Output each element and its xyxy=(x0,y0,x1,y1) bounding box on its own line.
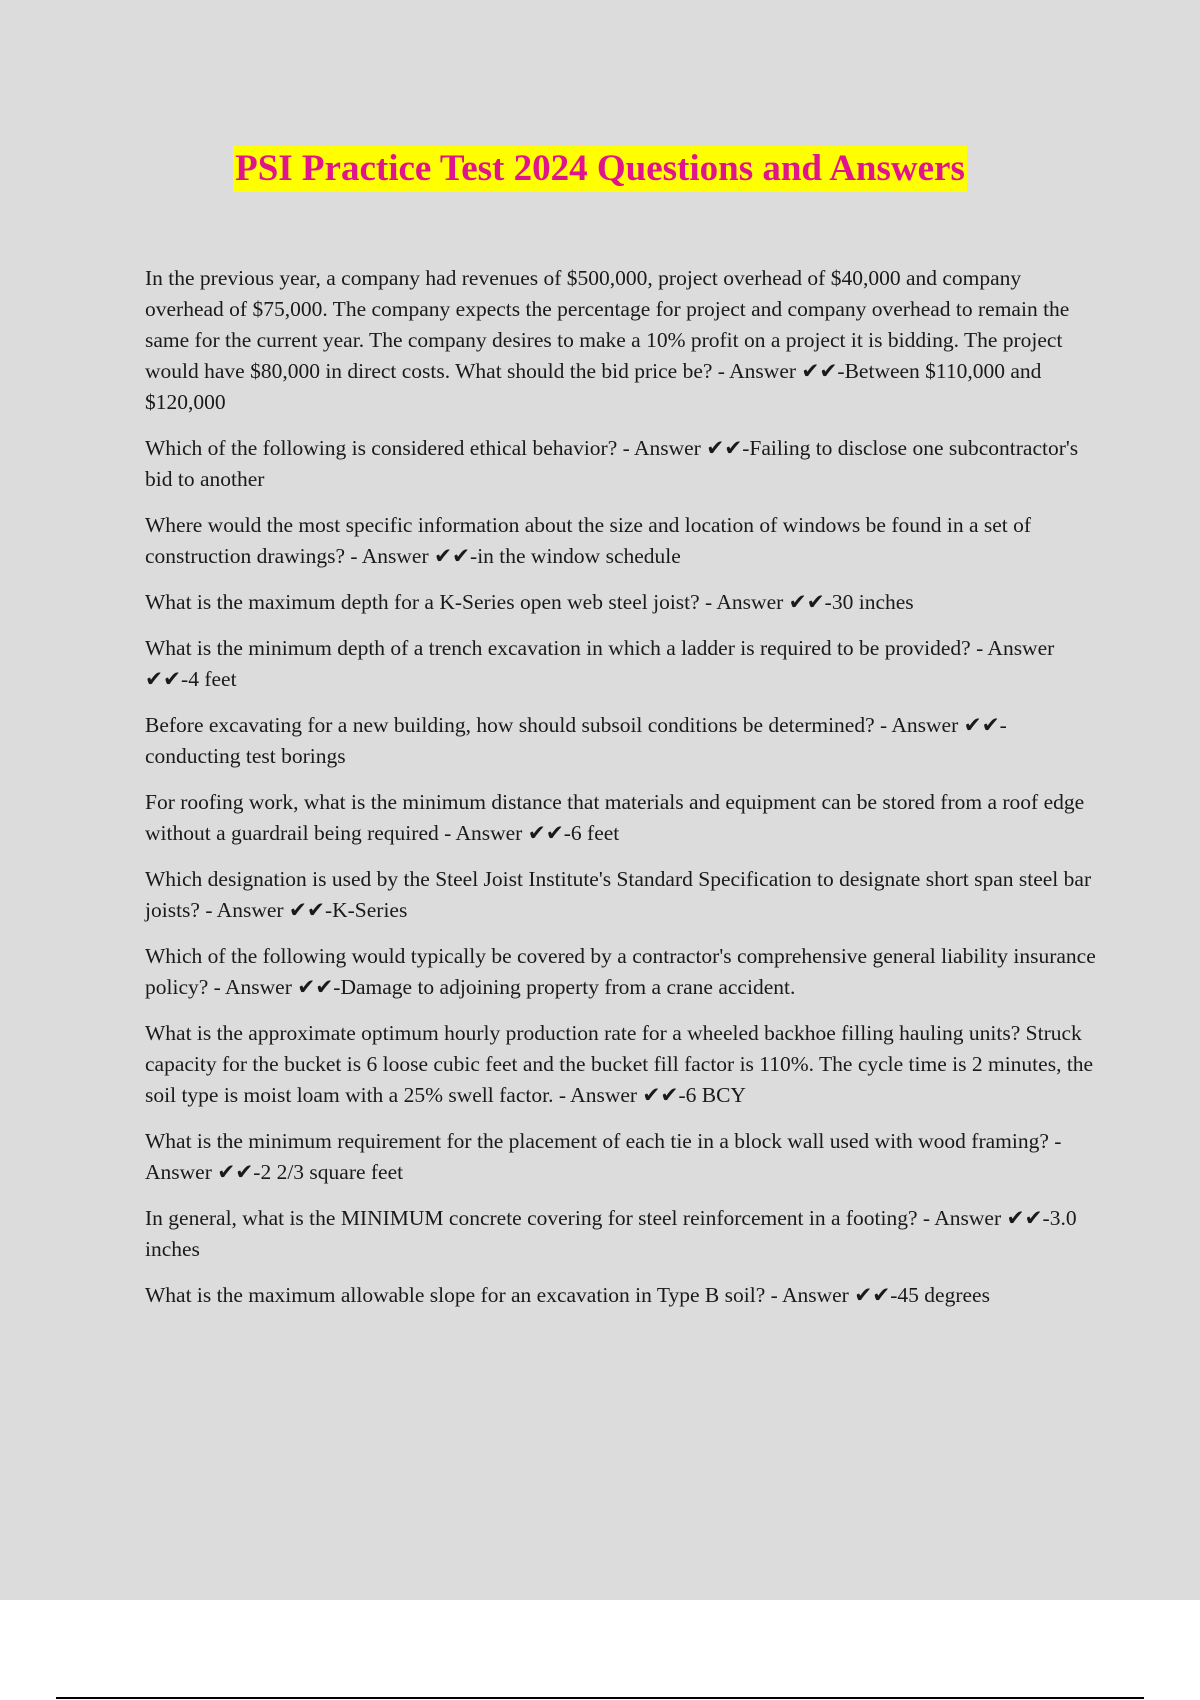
qa-item xyxy=(145,864,1100,926)
question-text: Which of the following is considered ethical behavior? - Answer ✔✔- xyxy=(145,436,750,460)
answer-text: 6 feet xyxy=(570,821,620,845)
question-text: What is the maximum allowable slope for an excavation in Type B soil? - Answer ✔✔- xyxy=(145,1283,898,1307)
qa-list xyxy=(145,263,1100,1326)
answer-text: K-Series xyxy=(332,898,408,922)
page-title: PSI Practice Test 2024 Questions and Answers xyxy=(233,146,967,192)
question-text: Where would the most specific information about the size and location of windows be found in a set of construction drawings? - Answer ✔✔- xyxy=(145,513,1032,568)
answer-text: Failing to disclose one subcontractor's bid to another xyxy=(145,436,1079,491)
qa-item xyxy=(145,1126,1100,1188)
qa-item xyxy=(145,941,1100,1003)
question-text: What is the approximate optimum hourly production rate for a wheeled backhoe filling hauling units? Struck capacity for the bucket is 6 loose cubic feet and the bucket fill factor is 110%. The cycle time is 2 minutes, the soil type is moist loam with a 25% swell factor. - Answer ✔✔- xyxy=(145,1021,1094,1107)
qa-item xyxy=(145,433,1100,495)
qa-item xyxy=(145,263,1100,418)
answer-text: in the window schedule xyxy=(477,544,681,568)
question-text: In the previous year, a company had revenues of $500,000, project overhead of $40,000 and company overhead of $75,000. The company expects the percentage for project and company overhead to remain the same for the current year. The company desires to make a 10% profit on a project it is bidding. The project would have $80,000 in direct costs. What should the bid price be? - Answer ✔✔- xyxy=(145,266,1070,383)
qa-item xyxy=(145,1203,1100,1265)
answer-text: 2 2/3 square feet xyxy=(260,1160,404,1184)
question-text: Before excavating for a new building, how should subsoil conditions be determined? - Answer ✔✔- xyxy=(145,713,1007,737)
answer-text: conducting test borings xyxy=(145,744,346,768)
question-text: For roofing work, what is the minimum distance that materials and equipment can be stored from a roof edge without a guardrail being required - Answer ✔✔- xyxy=(145,790,1085,845)
answer-text: 6 BCY xyxy=(685,1083,746,1107)
answer-text: 30 inches xyxy=(831,590,914,614)
question-text: Which designation is used by the Steel Joist Institute's Standard Specification to designate short span steel bar joists? - Answer ✔✔- xyxy=(145,867,1092,922)
answer-text: 3.0 inches xyxy=(145,1206,1077,1261)
qa-item xyxy=(145,1280,1100,1311)
answer-text: 45 degrees xyxy=(897,1283,990,1307)
answer-text: Damage to adjoining property from a crane accident. xyxy=(340,975,796,999)
footer-rule xyxy=(56,1697,1144,1699)
qa-item xyxy=(145,787,1100,849)
qa-item xyxy=(145,1018,1100,1111)
answer-text: 4 feet xyxy=(188,667,237,691)
question-text: In general, what is the MINIMUM concrete covering for steel reinforcement in a footing? - Answer ✔✔- xyxy=(145,1206,1050,1230)
answer-text: Between $110,000 and $120,000 xyxy=(145,359,1042,414)
qa-item xyxy=(145,587,1100,618)
qa-item xyxy=(145,633,1100,695)
question-text: What is the maximum depth for a K-Series open web steel joist? - Answer ✔✔- xyxy=(145,590,832,614)
question-text: What is the minimum requirement for the placement of each tie in a block wall used with wood framing? - Answer ✔✔- xyxy=(145,1129,1062,1184)
qa-item xyxy=(145,510,1100,572)
qa-item xyxy=(145,710,1100,772)
title-wrapper xyxy=(0,146,1200,192)
question-text: What is the minimum depth of a trench excavation in which a ladder is required to be provided? - Answer ✔✔- xyxy=(145,636,1055,691)
question-text: Which of the following would typically be covered by a contractor's comprehensive general liability insurance policy? - Answer ✔✔- xyxy=(145,944,1096,999)
